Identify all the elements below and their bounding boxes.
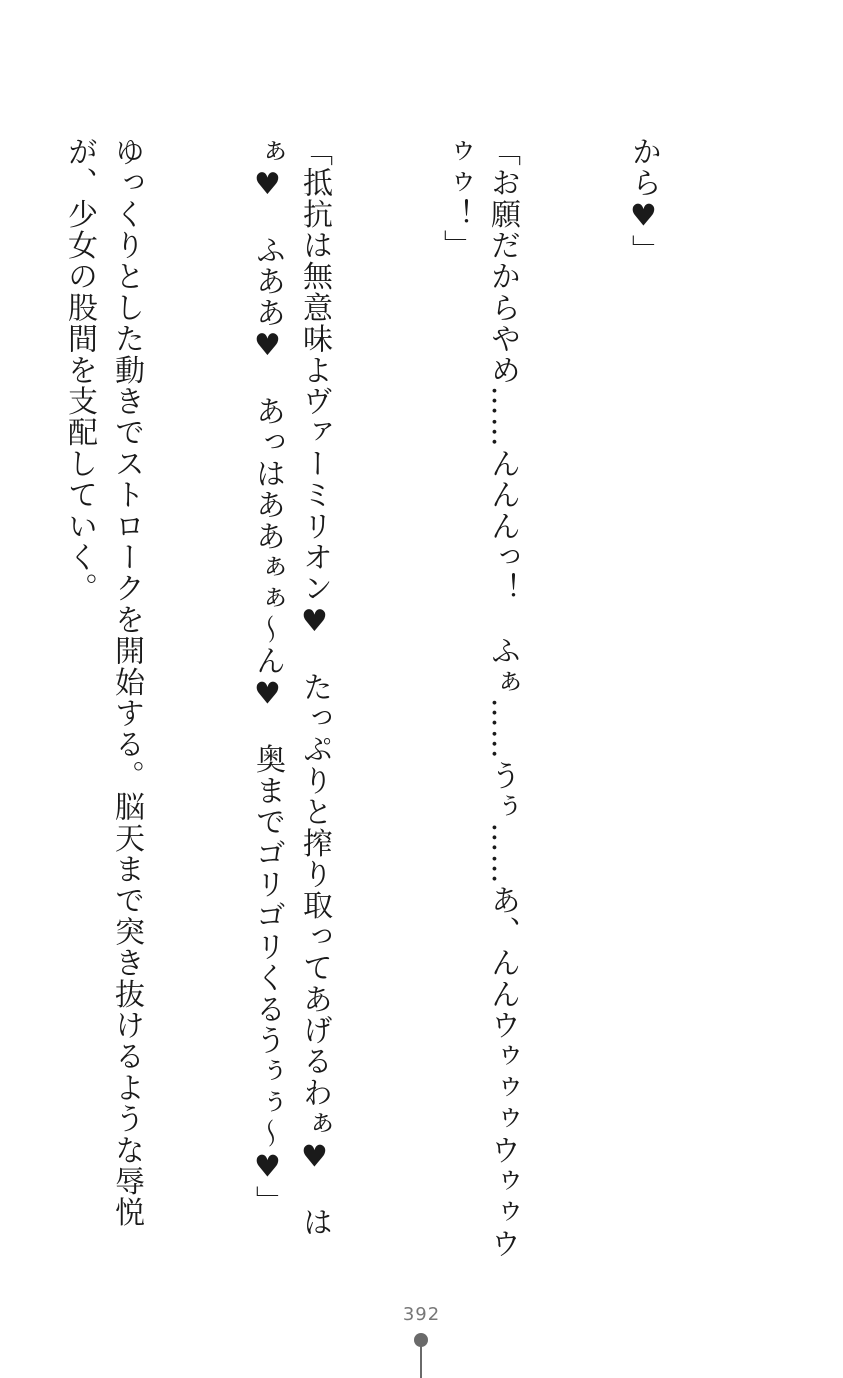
ornament-stem [420,1345,422,1378]
vertical-text-body [61,136,761,1268]
text-line: 「抵抗は無意味よヴァーミリオン♥ たっぷりと搾り取ってあげるわぁ♥ はぁ♥ ふああ♥ あっはああぁぁ～ん♥ 奥までゴリゴリくるうぅぅ～♥」 [250,136,332,1238]
page-number: 392 [402,1304,441,1325]
text-line: ゆっくりとした動きでストロークを開始する。脳天まで突き抜けるような辱悦が、少女の股間を支配していく。 [62,136,144,1228]
page-ornament-icon [414,1333,428,1378]
text-line: 「お願だからやめ……んんんっ！ ふぁ……うぅ……あ、んんウゥゥゥウゥゥウゥゥ！」 [438,136,520,1260]
text-line: から♥」 [626,136,661,266]
